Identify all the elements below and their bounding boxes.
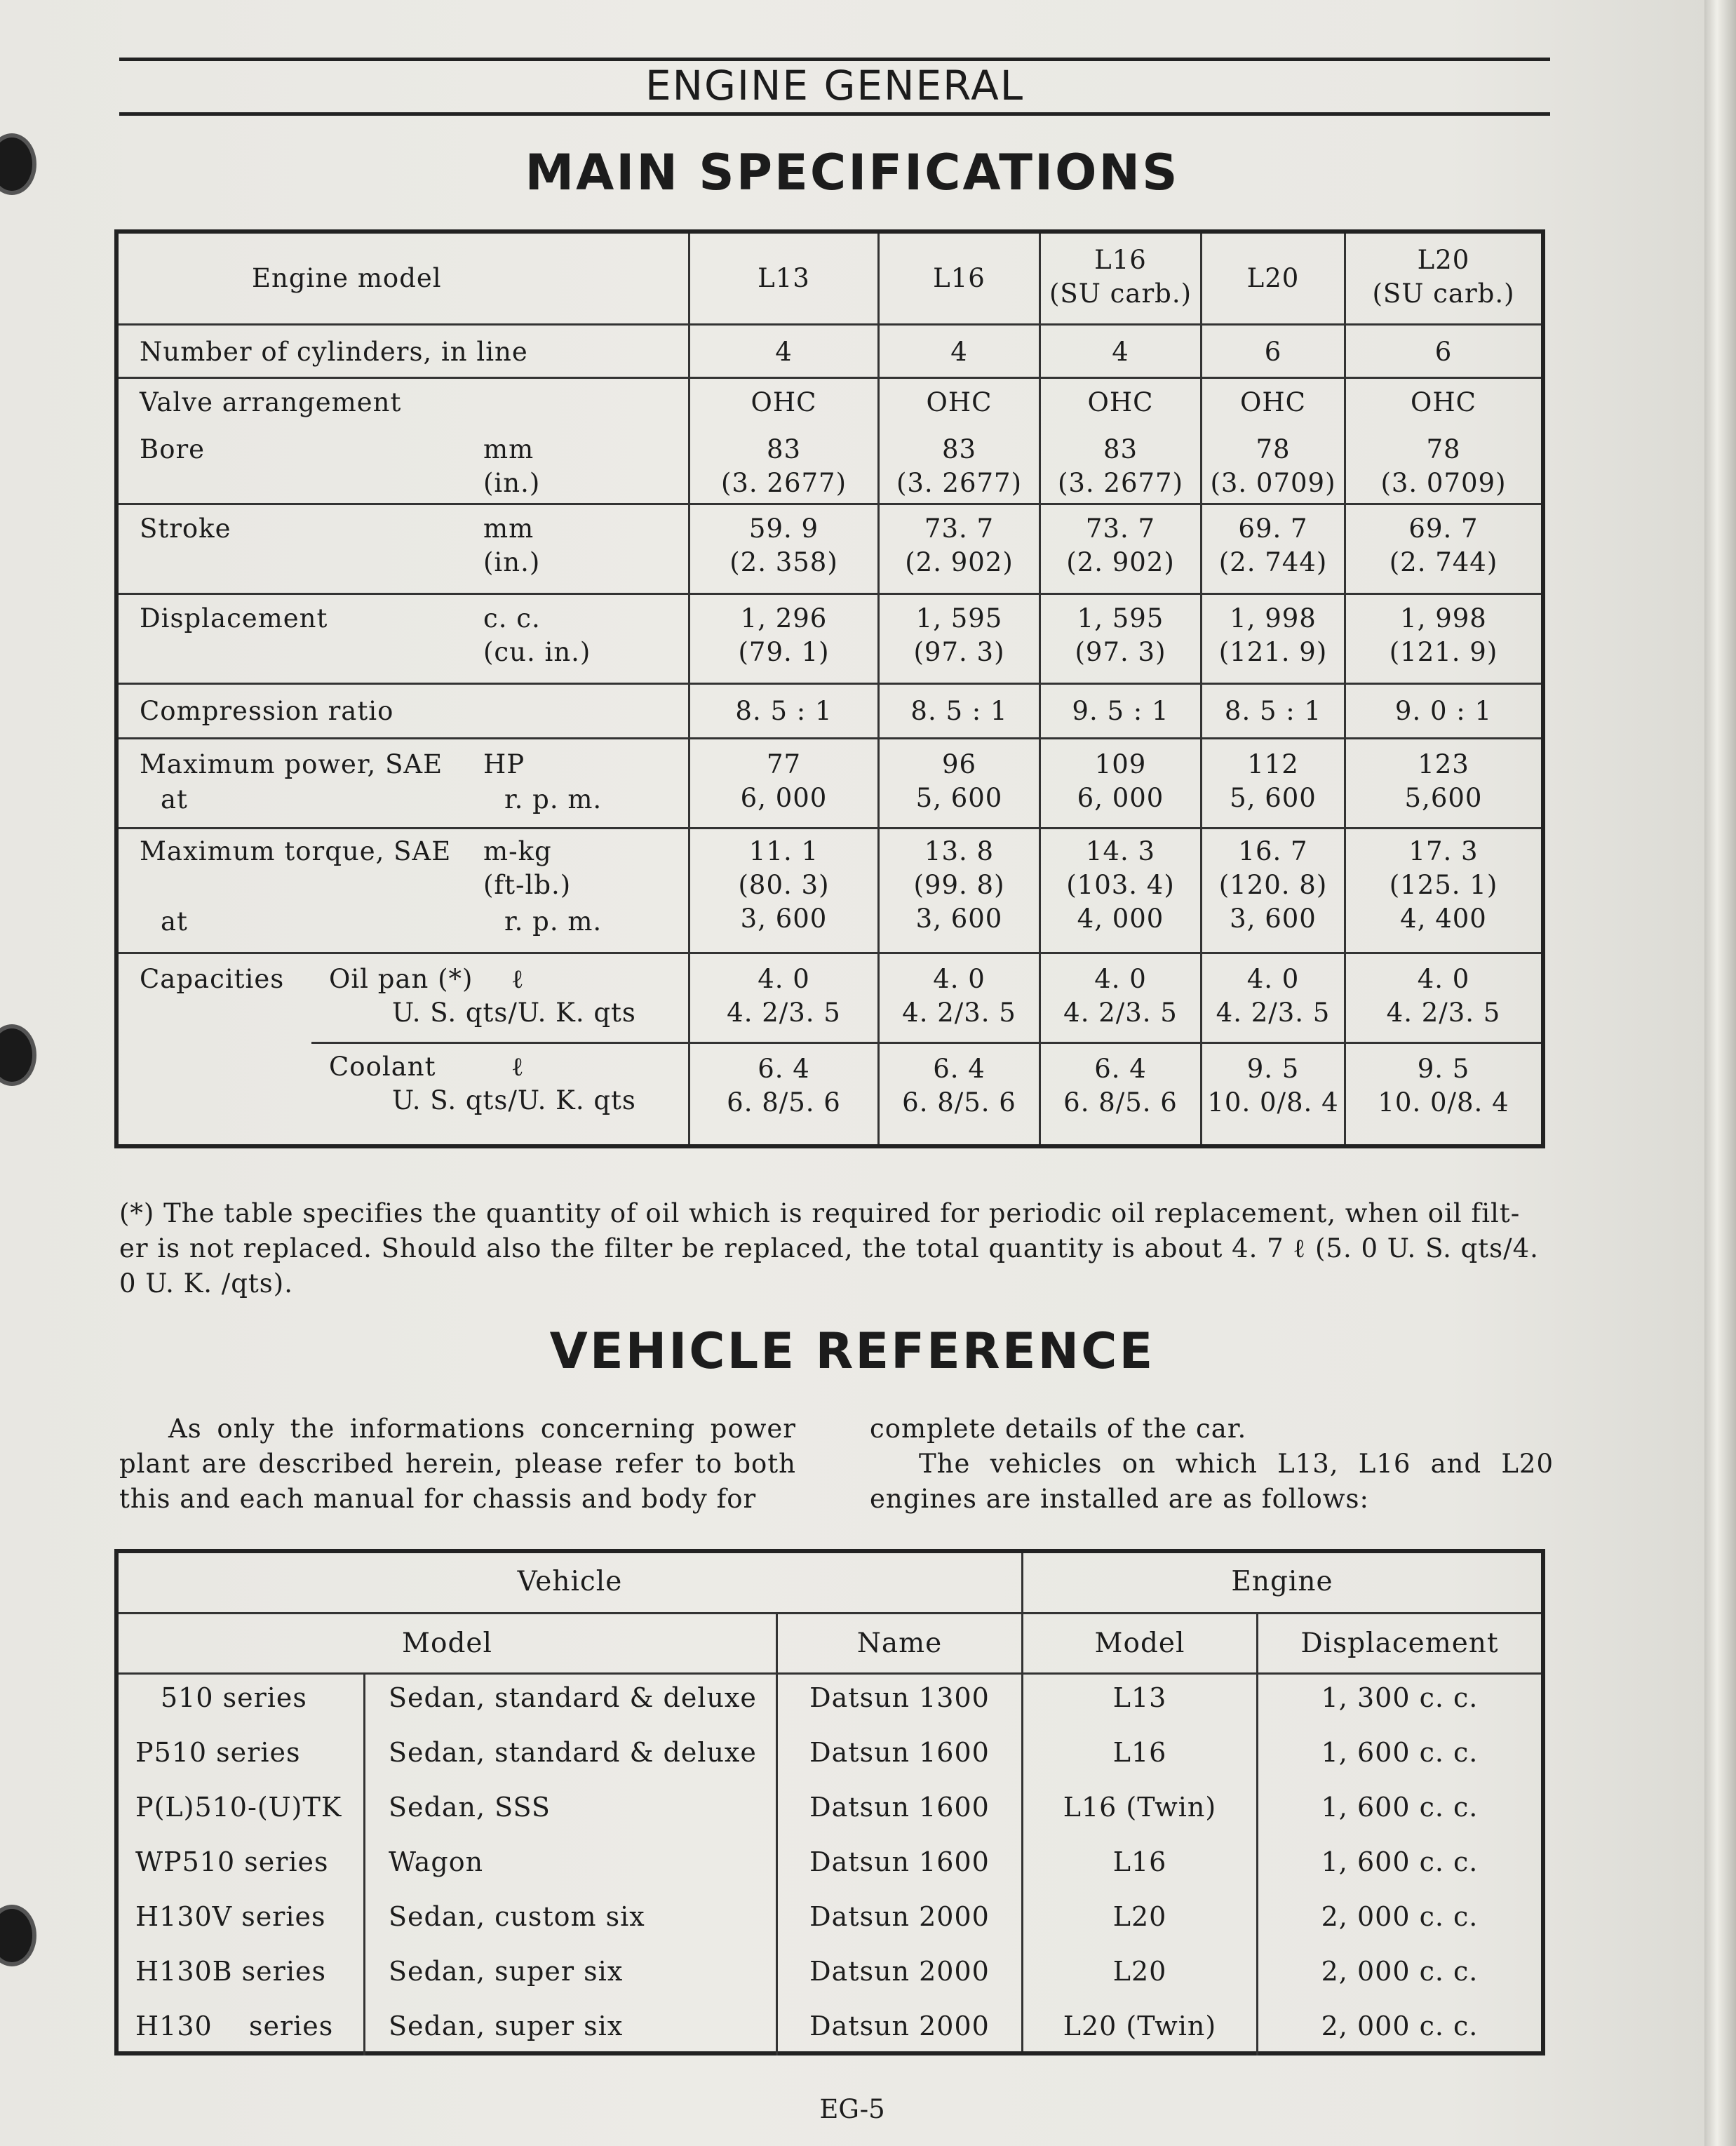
spec-value: 4, 400	[1400, 904, 1487, 934]
vehicle-row	[119, 1894, 1541, 1949]
spec-value-cell	[1344, 829, 1541, 952]
vehicle-name: Datsun 2000	[809, 2011, 990, 2041]
vehicle-body-type: Sedan, standard & deluxe	[389, 1682, 757, 1713]
engine-model: L20 (Twin)	[1063, 2011, 1217, 2041]
spec-label-cell	[119, 685, 688, 737]
spec-value-cell	[1344, 739, 1541, 827]
spec-value: (2. 902)	[1066, 547, 1175, 577]
engine-model: L13	[1112, 1682, 1167, 1713]
vehicle-series: H130V series	[135, 1901, 326, 1932]
header-rule-top	[119, 58, 1550, 61]
binder-hole	[0, 1905, 36, 1966]
spec-value: OHC	[751, 387, 817, 417]
spec-label-cell	[119, 326, 688, 377]
page-edge	[1704, 0, 1736, 2146]
spec-value: 6. 4	[933, 1054, 985, 1084]
vehicle-body-type: Sedan, SSS	[389, 1792, 551, 1823]
spec-value: 4. 2/3. 5	[727, 998, 841, 1028]
spec-value-cell	[877, 426, 1039, 503]
spec-label-at: at	[161, 784, 188, 814]
vehicle-series: P(L)510-(U)TK	[135, 1792, 342, 1823]
spec-value: 83	[941, 434, 977, 464]
spec-label-at: at	[161, 906, 188, 937]
spec-value: 96	[941, 749, 977, 779]
spec-unit: r. p. m.	[504, 784, 603, 814]
spec-value: 4. 2/3. 5	[1386, 998, 1501, 1028]
spec-value: (103. 4)	[1066, 870, 1175, 900]
engine-model: L16	[1112, 1737, 1167, 1768]
spec-value-cell	[1039, 595, 1200, 683]
spec-value-cell	[688, 739, 877, 827]
spec-value: 4. 0	[1246, 964, 1300, 994]
spec-value-cell	[877, 954, 1039, 1042]
spec-value-cell	[688, 379, 877, 426]
spec-label-cell	[119, 829, 688, 952]
spec-value: 1, 998	[1230, 603, 1317, 633]
spec-value: 73. 7	[1085, 514, 1156, 544]
spec-value: 109	[1094, 749, 1147, 779]
spec-value: 8. 5 : 1	[735, 696, 833, 726]
spec-label-cell	[119, 739, 688, 827]
vehicle-reference-title: VEHICLE REFERENCE	[549, 1322, 1155, 1380]
spec-value-cell	[1039, 1042, 1200, 1144]
vehicle-name-header: Name	[856, 1628, 943, 1659]
spec-unit: (in.)	[483, 468, 541, 498]
vehicle-body-type: Sedan, super six	[389, 1956, 624, 1987]
spec-value-cell	[877, 685, 1039, 737]
engine-model-column-header	[688, 234, 877, 323]
spec-value: 83	[766, 434, 802, 464]
spec-value: (3. 2677)	[720, 468, 847, 498]
engine-model-name: (SU carb.)	[1049, 279, 1192, 309]
spec-value-cell	[1344, 954, 1541, 1042]
main-specifications-table	[114, 229, 1545, 1148]
spec-value: 5, 600	[915, 783, 1003, 813]
spec-row	[119, 827, 1541, 952]
vehicle-header: Vehicle	[517, 1566, 623, 1597]
vehicle-name: Datsun 1600	[809, 1792, 990, 1823]
spec-value-cell	[1200, 739, 1344, 827]
spec-value: (3. 2677)	[896, 468, 1023, 498]
vehicle-reference-table	[114, 1549, 1545, 2056]
spec-unit: (in.)	[483, 547, 541, 577]
spec-value-cell	[1200, 954, 1344, 1042]
spec-value: (121. 9)	[1389, 637, 1498, 667]
vehicle-row	[119, 1785, 1541, 1839]
spec-value: (99. 8)	[913, 870, 1005, 900]
spec-value: OHC	[1087, 387, 1154, 417]
spec-value: 8. 5 : 1	[910, 696, 1008, 726]
spec-value: 4. 2/3. 5	[902, 998, 1016, 1028]
page-number: EG-5	[819, 2094, 885, 2124]
vehicle-series: H130 series	[135, 2011, 334, 2041]
engine-model-column-header	[1039, 234, 1200, 323]
spec-value: 9. 5	[1417, 1054, 1470, 1084]
spec-value: 78	[1426, 434, 1461, 464]
spec-value: (79. 1)	[738, 637, 830, 667]
spec-value: 6. 4	[758, 1054, 810, 1084]
spec-value: 17. 3	[1408, 836, 1479, 866]
spec-value-cell	[1039, 739, 1200, 827]
intro-paragraph-right-second: The vehicles on which L13, L16 and L20 engines are installed are as follows:	[870, 1449, 1554, 1514]
spec-value: 10. 0/8. 4	[1207, 1087, 1339, 1118]
spec-value: 73. 7	[924, 514, 995, 544]
engine-model: L20	[1112, 1901, 1167, 1932]
engine-model-name: L13	[758, 263, 810, 293]
spec-value: 4	[1112, 337, 1129, 367]
spec-value-cell	[688, 954, 877, 1042]
coolant-label-cell	[119, 1042, 688, 1144]
spec-label: Maximum torque, SAE	[140, 836, 452, 866]
spec-row	[119, 503, 1541, 593]
engine-displacement: 1, 600 c. c.	[1321, 1792, 1479, 1823]
spec-row	[119, 426, 1541, 503]
vehicle-series: P510 series	[135, 1737, 301, 1768]
spec-row	[119, 737, 1541, 827]
engine-model-header: Model	[1094, 1628, 1185, 1659]
spec-value-cell	[1344, 595, 1541, 683]
engine-displacement: 1, 600 c. c.	[1321, 1737, 1479, 1768]
spec-value: 77	[766, 749, 802, 779]
spec-unit: m-kg	[483, 836, 552, 866]
engine-model: L20	[1112, 1956, 1167, 1987]
spec-value: 1, 595	[915, 603, 1003, 633]
vehicle-series: 510 series	[161, 1682, 307, 1713]
spec-value: (2. 744)	[1389, 547, 1498, 577]
spec-value: 10. 0/8. 4	[1378, 1087, 1509, 1118]
spec-value: 6. 8/5. 6	[727, 1087, 841, 1118]
spec-value: 6, 000	[1077, 783, 1164, 813]
header-rule-bottom	[119, 112, 1550, 116]
spec-value-cell	[1039, 505, 1200, 593]
capacities-label-cell	[119, 954, 688, 1042]
spec-value: 6. 8/5. 6	[902, 1087, 1016, 1118]
engine-displacement: 1, 300 c. c.	[1321, 1682, 1479, 1713]
spec-unit: mm	[483, 434, 534, 464]
spec-value-cell	[1200, 379, 1344, 426]
spec-value-cell	[1200, 505, 1344, 593]
spec-value: 1, 296	[740, 603, 828, 633]
spec-value-cell	[877, 595, 1039, 683]
spec-value: 3, 600	[740, 904, 828, 934]
spec-value-cell	[1200, 685, 1344, 737]
spec-value-cell	[688, 595, 877, 683]
spec-value: 6. 4	[1094, 1054, 1147, 1084]
spec-unit: (ft-lb.)	[483, 870, 572, 900]
spec-value-cell	[1344, 505, 1541, 593]
spec-label-cell	[119, 379, 688, 426]
vehicle-row	[119, 2004, 1541, 2058]
intro-paragraph-right-line: complete details of the car.	[870, 1414, 1247, 1444]
spec-value-cell	[1039, 379, 1200, 426]
spec-value: 3, 600	[915, 904, 1003, 934]
spec-unit: ℓ	[511, 964, 525, 994]
spec-value: OHC	[1411, 387, 1476, 417]
spec-value-cell	[1039, 829, 1200, 952]
vehicle-series: H130B series	[135, 1956, 326, 1987]
spec-value: 4. 0	[1417, 964, 1470, 994]
spec-value: (3. 2677)	[1057, 468, 1184, 498]
spec-value-cell	[688, 829, 877, 952]
spec-label: Valve arrangement	[140, 387, 402, 417]
spec-value: 16. 7	[1238, 836, 1308, 866]
vehicle-name: Datsun 2000	[809, 1956, 990, 1987]
spec-value: (80. 3)	[738, 870, 830, 900]
spec-value: 14. 3	[1085, 836, 1156, 866]
spec-value: 4. 0	[758, 964, 810, 994]
spec-label-cell	[119, 595, 688, 683]
spec-unit: c. c.	[483, 603, 541, 633]
spec-value-cell	[877, 379, 1039, 426]
spec-value-cell	[1200, 595, 1344, 683]
spec-value: (121. 9)	[1218, 637, 1328, 667]
engine-model-column-header	[1344, 234, 1541, 323]
spec-value: 4, 000	[1077, 904, 1164, 934]
engine-model-label: Engine model	[252, 263, 442, 293]
spec-value-cell	[1039, 685, 1200, 737]
spec-value-cell	[688, 1042, 877, 1144]
spec-value: (125. 1)	[1389, 870, 1498, 900]
spec-value-cell	[877, 326, 1039, 377]
spec-value: 13. 8	[924, 836, 995, 866]
spec-value: 78	[1256, 434, 1291, 464]
engine-displacement: 1, 600 c. c.	[1321, 1846, 1479, 1877]
vehicle-row	[119, 1949, 1541, 2004]
spec-value: (3. 0709)	[1210, 468, 1336, 498]
spec-value: (97. 3)	[1075, 637, 1166, 667]
spec-value-cell	[1344, 1042, 1541, 1144]
spec-value-cell	[1039, 954, 1200, 1042]
vehicle-name: Datsun 1600	[809, 1846, 990, 1877]
engine-model-label-cell	[119, 234, 688, 323]
spec-unit: mm	[483, 514, 534, 544]
engine-displacement: 2, 000 c. c.	[1321, 1901, 1479, 1932]
spec-value-cell	[1039, 326, 1200, 377]
spec-value-cell	[877, 739, 1039, 827]
vehicle-body-type: Sedan, custom six	[389, 1901, 645, 1932]
spec-label: Bore	[140, 434, 206, 464]
vehicle-name: Datsun 1600	[809, 1737, 990, 1768]
spec-value-cell	[1200, 326, 1344, 377]
engine-model-name: L16	[933, 263, 985, 293]
spec-value: 69. 7	[1238, 514, 1308, 544]
spec-value: 6	[1264, 337, 1282, 367]
vehicle-name: Datsun 2000	[809, 1901, 990, 1932]
spec-value-cell	[877, 829, 1039, 952]
spec-unit: ℓ	[511, 1052, 525, 1082]
spec-value-cell	[1039, 426, 1200, 503]
spec-row	[119, 952, 1541, 1042]
engine-model-column-header	[1200, 234, 1344, 323]
spec-label: Maximum power, SAE	[140, 749, 443, 779]
spec-value: 112	[1247, 749, 1299, 779]
spec-row	[119, 683, 1541, 737]
spec-value: (2. 744)	[1218, 547, 1328, 577]
section-header: ENGINE GENERAL	[645, 62, 1025, 109]
spec-value: 9. 5 : 1	[1072, 696, 1169, 726]
spec-value: 6, 000	[740, 783, 828, 813]
spec-label-cell	[119, 426, 688, 503]
spec-value-cell	[688, 505, 877, 593]
spec-value: 6	[1434, 337, 1453, 367]
vehicle-body-type: Wagon	[389, 1846, 484, 1877]
spec-value: 6. 8/5. 6	[1063, 1087, 1178, 1118]
spec-label: Number of cylinders, in line	[140, 337, 528, 367]
spec-value: OHC	[926, 387, 993, 417]
spec-value: 4. 2/3. 5	[1063, 998, 1178, 1028]
spec-value: 4	[950, 337, 968, 367]
spec-value: 9. 5	[1246, 1054, 1300, 1084]
oil-pan-label: Oil pan (*)	[329, 964, 473, 994]
engine-model: L16	[1112, 1846, 1167, 1877]
spec-value-cell	[1344, 326, 1541, 377]
spec-value: 4. 0	[1094, 964, 1147, 994]
spec-value: (2. 902)	[905, 547, 1014, 577]
spec-label: Stroke	[140, 514, 231, 544]
spec-value: (2. 358)	[729, 547, 838, 577]
spec-value-cell	[1344, 426, 1541, 503]
engine-displacement: 2, 000 c. c.	[1321, 2011, 1479, 2041]
coolant-label: Coolant	[329, 1052, 436, 1082]
spec-row	[119, 323, 1541, 377]
spec-value-cell	[688, 326, 877, 377]
spec-value: 5,600	[1404, 783, 1483, 813]
spec-unit: U. S. qts/U. K. qts	[392, 1085, 636, 1115]
vehicle-model-header: Model	[402, 1628, 492, 1659]
intro-paragraph-left: As only the informations concerning power plant are described herein, please refer to both this and each manual for chassis and body for	[119, 1414, 796, 1514]
vehicle-row	[119, 1730, 1541, 1785]
binder-hole	[0, 1024, 36, 1086]
spec-row	[119, 1042, 1541, 1144]
vehicle-series: WP510 series	[135, 1846, 329, 1877]
spec-value: 8. 5 : 1	[1224, 696, 1322, 726]
spec-value: 1, 595	[1077, 603, 1164, 633]
vehicle-row	[119, 1839, 1541, 1894]
engine-model: L16 (Twin)	[1063, 1792, 1217, 1823]
spec-value-cell	[1200, 1042, 1344, 1144]
spec-value-cell	[688, 685, 877, 737]
spec-value-cell	[1200, 426, 1344, 503]
spec-label: Compression ratio	[140, 696, 394, 726]
spec-value: 5, 600	[1230, 783, 1317, 813]
engine-model-name: L20	[1246, 263, 1300, 293]
intro-paragraph-right	[870, 1411, 1554, 1517]
vehicle-body-type: Sedan, standard & deluxe	[389, 1737, 757, 1768]
spec-value: 3, 600	[1230, 904, 1317, 934]
spec-value: OHC	[1240, 387, 1306, 417]
engine-model-name: (SU carb.)	[1372, 279, 1515, 309]
vehicle-body-type: Sedan, super six	[389, 2011, 624, 2041]
spec-unit: HP	[483, 749, 525, 779]
engine-displacement-header: Displacement	[1300, 1628, 1499, 1659]
spec-value-cell	[877, 1042, 1039, 1144]
spec-value-cell	[1344, 685, 1541, 737]
spec-label: Displacement	[140, 603, 328, 633]
engine-model-name: L16	[1094, 245, 1147, 275]
spec-value: 11. 1	[748, 836, 819, 866]
spec-unit: U. S. qts/U. K. qts	[392, 998, 636, 1028]
spec-value: 59. 9	[748, 514, 819, 544]
spec-value-cell	[688, 426, 877, 503]
spec-value: 4	[775, 337, 793, 367]
spec-value: 83	[1103, 434, 1138, 464]
spec-row	[119, 377, 1541, 426]
vehicle-row	[119, 1675, 1541, 1730]
spec-value-cell	[1344, 379, 1541, 426]
spec-value-cell	[877, 505, 1039, 593]
spec-value: (3. 0709)	[1380, 468, 1507, 498]
spec-value: 69. 7	[1408, 514, 1479, 544]
spec-value: 9. 0 : 1	[1394, 696, 1493, 726]
spec-value: 123	[1418, 749, 1469, 779]
spec-value: (97. 3)	[913, 637, 1005, 667]
engine-displacement: 2, 000 c. c.	[1321, 1956, 1479, 1987]
capacities-label: Capacities	[140, 964, 285, 994]
engine-model-name: L20	[1417, 245, 1470, 275]
engine-model-column-header	[877, 234, 1039, 323]
spec-value: 1, 998	[1400, 603, 1487, 633]
spec-value: 4. 2/3. 5	[1216, 998, 1331, 1028]
spec-value: 4. 0	[933, 964, 985, 994]
spec-row	[119, 593, 1541, 683]
oil-footnote: (*) The table specifies the quantity of oil which is required for periodic oil replacement, when oil filt- er is not replaced. Should also the filter be replaced, the total quantity is about 4. 7 ℓ (5. 0 U. S. qts/4. 0 U. K. /qts).	[119, 1198, 1539, 1299]
engine-header: Engine	[1231, 1566, 1333, 1597]
spec-unit: r. p. m.	[504, 906, 603, 937]
spec-unit: (cu. in.)	[483, 637, 591, 667]
spec-value-cell	[1200, 829, 1344, 952]
spec-value: (120. 8)	[1218, 870, 1328, 900]
spec-label-cell	[119, 505, 688, 593]
main-specifications-title: MAIN SPECIFICATIONS	[525, 144, 1180, 201]
spec-row	[119, 234, 1541, 323]
vehicle-name: Datsun 1300	[809, 1682, 990, 1713]
